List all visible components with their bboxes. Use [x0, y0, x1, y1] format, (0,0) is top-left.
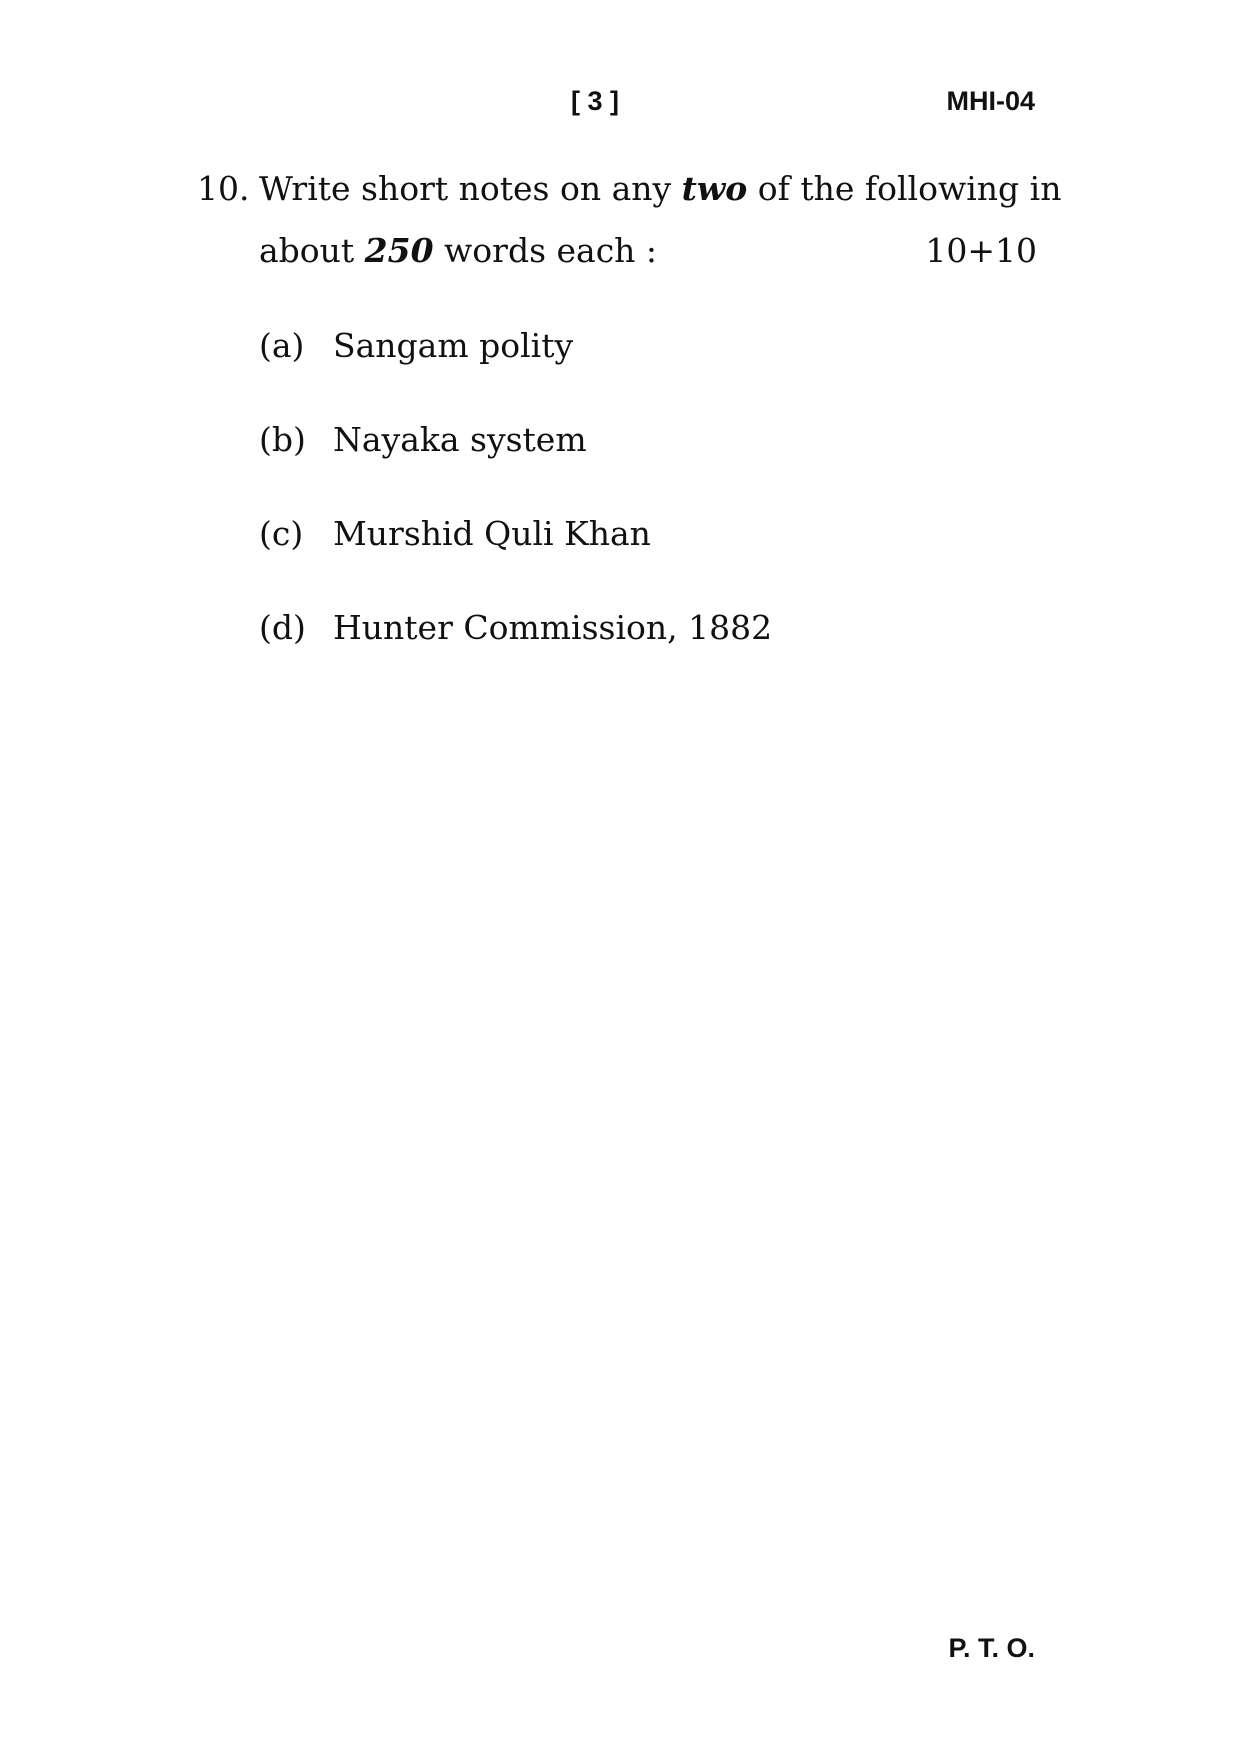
option-text: Nayaka system — [333, 420, 587, 459]
option-a — [259, 322, 772, 416]
option-b — [259, 416, 772, 510]
please-turn-over: P. T. O. — [948, 1633, 1035, 1663]
option-text: Sangam polity — [333, 326, 574, 365]
options-list — [259, 322, 772, 698]
option-label: (b) — [259, 420, 306, 459]
option-label: (d) — [259, 608, 306, 647]
question-text-part: words each : — [433, 231, 658, 270]
question-line-1 — [197, 158, 1062, 220]
option-c — [259, 510, 772, 604]
paper-code: MHI-04 — [946, 86, 1035, 116]
question-10 — [197, 158, 1062, 282]
question-emphasis: 250 — [364, 231, 434, 270]
option-d — [259, 604, 772, 698]
question-text-part: Write short notes on any — [259, 169, 682, 208]
question-marks: 10+10 — [925, 231, 1037, 270]
question-line-2 — [197, 220, 1045, 282]
option-text: Hunter Commission, 1882 — [333, 608, 773, 647]
question-number: 10. — [197, 169, 250, 208]
question-emphasis: two — [681, 169, 748, 208]
question-text-part: of the following in — [747, 169, 1062, 208]
option-text: Murshid Quli Khan — [333, 514, 651, 553]
option-label: (c) — [259, 514, 304, 553]
option-label: (a) — [259, 326, 305, 365]
question-text-part: about — [259, 231, 365, 270]
page-number: [ 3 ] — [570, 86, 619, 116]
